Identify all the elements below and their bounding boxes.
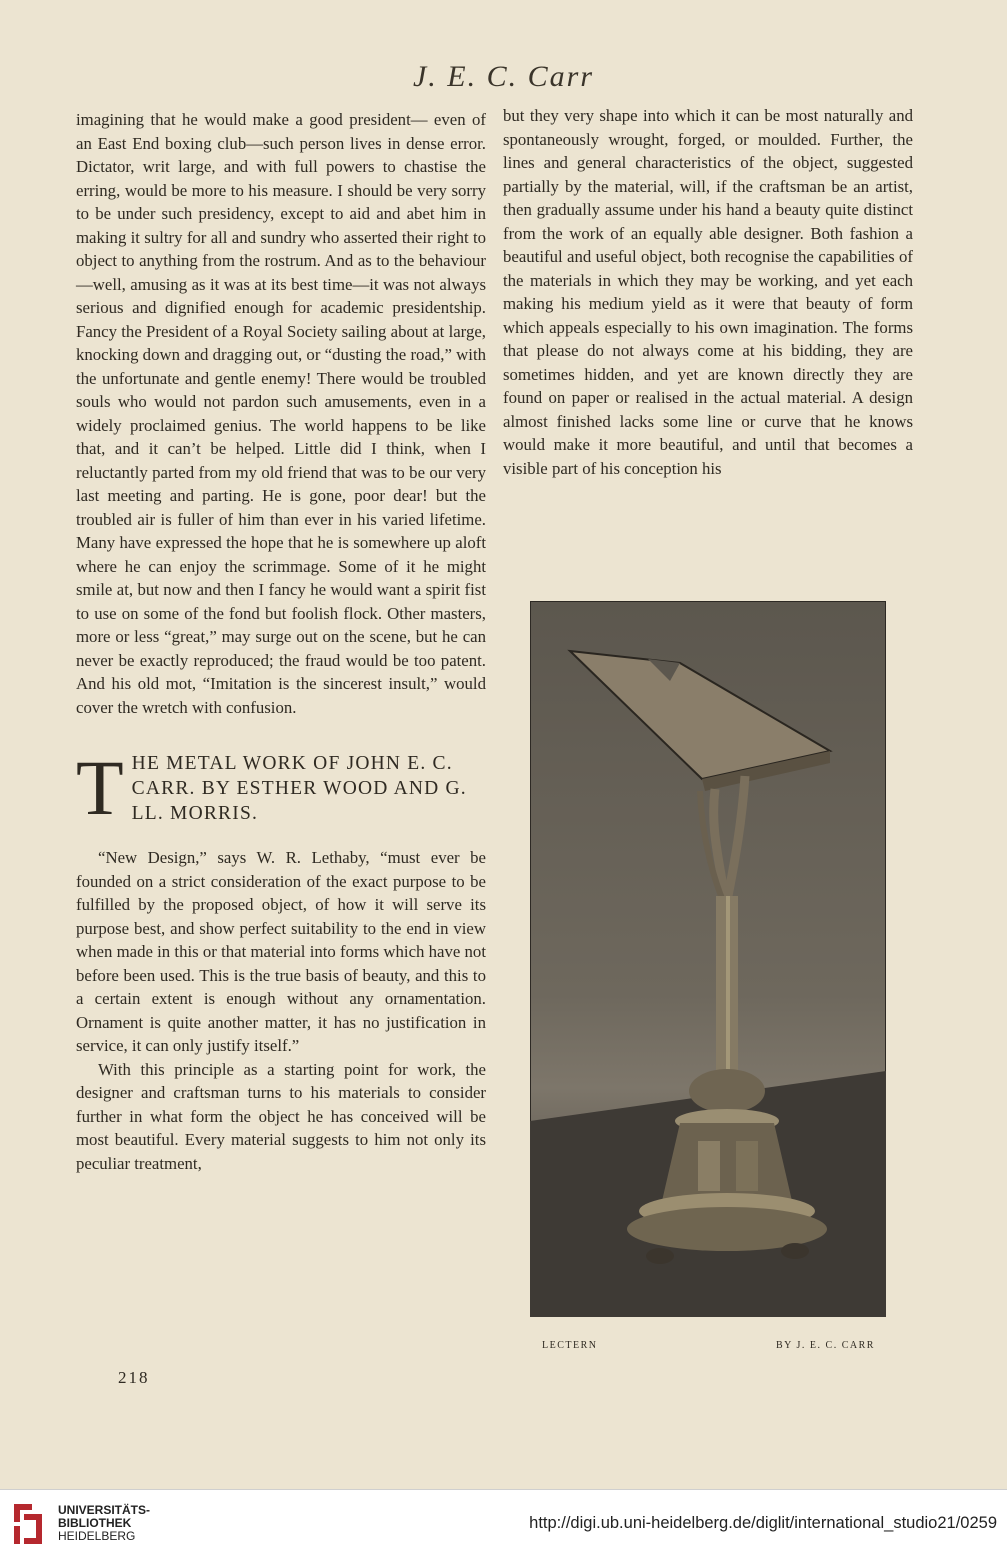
library-name-line2: BIBLIOTHEK [58, 1516, 132, 1530]
library-name-line1: UNIVERSITÄTS- [58, 1503, 151, 1517]
left-paragraph-3: With this principle as a starting point for work, the designer and craftsman turns to his materials to consider further in what form the object he has conceived will be most beautiful. Every material suggests to him not only its peculiar treatment, [76, 1059, 486, 1173]
left-column [76, 108, 486, 1175]
running-head: J. E. C. Carr [412, 60, 594, 93]
article-title: HE METAL WORK OF JOHN E. C. CARR. BY ESTHER WOOD AND G. LL. MORRIS. [131, 753, 467, 824]
article-heading [76, 744, 486, 831]
lectern-illustration [530, 601, 886, 1317]
lectern-photograph [530, 601, 886, 1317]
right-paragraph-1: but they very shape into which it can be most naturally and spontaneously wrought, forged, or moulded. Further, the lines and general characteristics of the object, suggested partially by the material, will, if the craftsman be an artist, then gradually assume under his hand a beauty quite distinct from the work of an equally able designer. Both fashion a beautiful and useful object, both recognise the capabilities of the materials in which they may be working, and yet each making his medium yield as it were that beauty of form which appeals especially to his own imagination. The forms that please do not always come at his bidding, they are sometimes hidden, and yet are known directly they are found on paper or realised in the actual material. A design almost finished lacks some line or curve that he knows would make it more beautiful, and until that becomes a visible part of his conception his [503, 106, 913, 478]
left-paragraph-2: “New Design,” says W. R. Lethaby, “must ever be founded on a strict consideration of the exact purpose to be fulfilled by the proposed object, of how it will serve its purpose best, and show perfect suitability to the end in view when made in this or that material into forms which have not before been used. This is the true basis of beauty, and this to a certain extent is enough without any ornamentation. Ornament is quite another matter, it has no justification in service, it can only justify itself.” [76, 848, 486, 1055]
right-column [503, 104, 913, 480]
library-name-line3: HEIDELBERG [58, 1529, 136, 1543]
viewer-footer [0, 1489, 1007, 1562]
left-paragraph-1: imagining that he would make a good president— even of an East End boxing club—such person lives in dense error. Dictator, writ large, and with full powers to chastise the erring, would be more to his measure. I should be very sorry to be under such presidency, except to aid and abet him in making it sultry for all and sundry who asserted their right to object to anything from the rostrum. And as to the behaviour—well, amusing as it was at its best time—it was not always serious and dignified enough for academic presidentship. Fancy the President of a Royal Society sailing about at large, knocking down and dragging out, or “dusting the road,” with the unfortunate and gentle enemy! There would be troubled souls who would not pardon such amusements, even in a widely proclaimed genius. The world happens to be like that, and it can’t be helped. Little did I think, when I reluctantly parted from my old friend that was to be our very last meeting and parting. He is gone, poor dear! but the troubled air is fuller of him than ever in his varied lifetime. Many have expressed the hope that he is somewhere up aloft where he can enjoy the scrimmage. Some of it he might smile at, but now and then I fancy he would want a spirit fist to use on some of the fond but foolish flock. Other masters, more or less “great,” may surge out on the scene, but he can never be exactly reproduced; the fraud would be too patent. And his old mot, “Imitation is the sincerest insult,” would cover the wretch with confusion. [76, 110, 486, 717]
figure-caption-credit: BY J. E. C. CARR [776, 1340, 875, 1351]
drop-cap: T [76, 744, 124, 831]
figure-caption-title: LECTERN [542, 1340, 598, 1351]
library-logo-icon[interactable] [12, 1502, 44, 1546]
permalink-url[interactable]: http://digi.ub.uni-heidelberg.de/diglit/international_studio21/0259 [529, 1514, 997, 1532]
page-number: 218 [118, 1368, 150, 1387]
library-name [58, 1504, 150, 1543]
